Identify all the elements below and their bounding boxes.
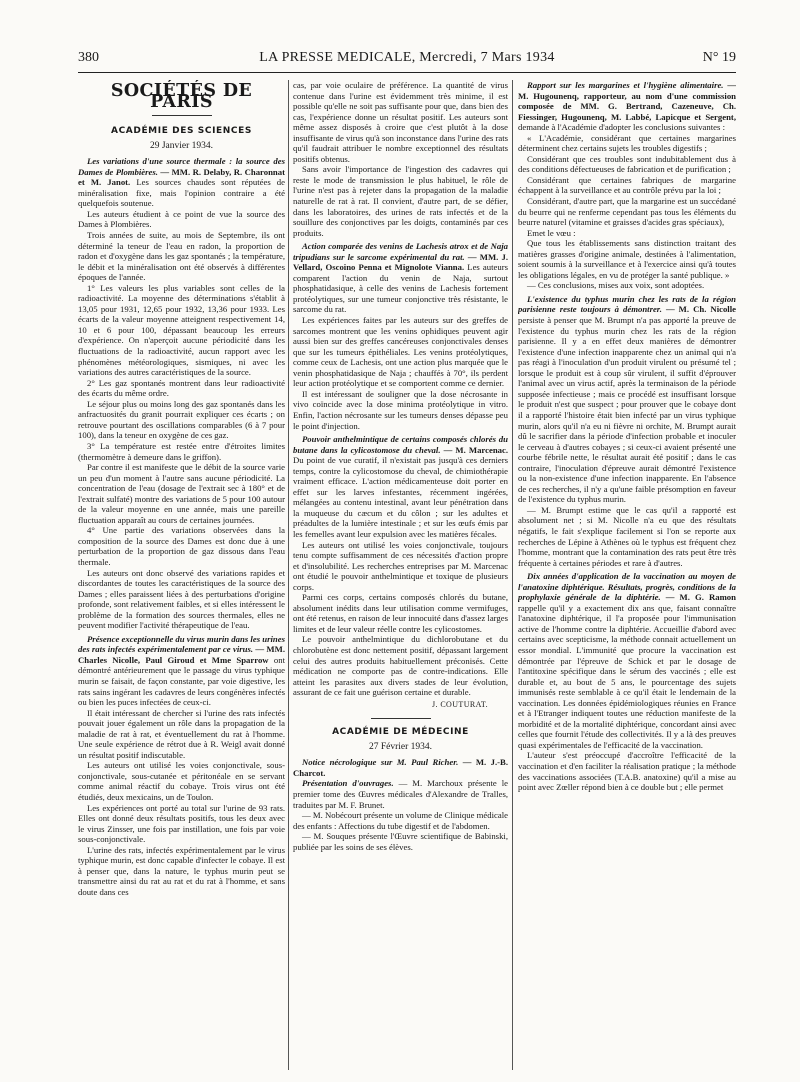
paragraph: Les auteurs ont donc observé des variations rapides et discordantes de toutes les caractéristiques de la source des Dames ; elles paraissent liées à des perturbations d'origine profonde, sont relativement faibles, et si elles intéressent le problème de la formation des sources thermales, elles ne peuvent modifier l'activité thérapeutique de l'eau. bbox=[78, 567, 285, 631]
paragraph: Les expériences faites par les auteurs sur des greffes de sarcomes montrent que les venins ophidiques peuvent agir aussi bien sur des greffes cancéreuses conjonctivales denses que sur les tumeurs épithéliales. Les venins protéolytiques, comme ceux de Lachesis, ont une action plus marquée que le venin phosphatidasique de Naja ; chauffés à 70°, ils perdent leur action protéolytique et se comportent comme ce dernier. bbox=[293, 315, 508, 389]
paragraph: Que tous les établissements sans distinction traitant des matières grasses d'origine animale, destinées à l'alimentation, soient soumis à la surveillance et à l'exercice ainsi qu'à toutes les obligations légales, en vu de protéger la santé publique. » bbox=[518, 238, 736, 280]
paragraph: Les expériences ont porté au total sur l'urine de 93 rats. Elles ont donné deux résultats positifs, tous les deux avec le virus Zinsser, une fois par instillation, une fois par voie sous-conjonctivale. bbox=[78, 802, 285, 845]
section-title: SOCIÉTÉS DE PARIS bbox=[110, 81, 253, 112]
paragraph: Sans avoir l'importance de l'ingestion des cadavres qui reste le mode de transmission le plus habituel, le rôle de l'urine n'est pas à rejeter dans la propagation de la maladie naturelle de rat à rat. Il convient, d'autre part, de se défier, dans les laboratoires, des urines de rats infectés et de la souillure des conjonctives par les doigts, contaminés par ces produits. bbox=[293, 164, 508, 238]
column-divider bbox=[512, 80, 513, 1070]
signature: J. COUTURAT. bbox=[432, 699, 488, 709]
header-rule bbox=[78, 72, 736, 73]
paragraph: Les auteurs étudient à ce point de vue la source des Dames à Plombières. bbox=[78, 208, 285, 230]
paragraph: Le séjour plus ou moins long des gaz spontanés dans les anfractuosités du granit pourrait expliquer ces écarts ; on retrouve pourtant des oscillations comparables (6 à 7 pour 100), dans la teneur en oxygène de ces gaz. bbox=[78, 398, 285, 441]
section-rule bbox=[152, 115, 212, 116]
paragraph: Il était intéressant de chercher si l'urine des rats infectés pouvait jouer également un rôle dans la propagation de la maladie de rat à rat, et éventuellement du rat à l'homme. Une seule expérience de rétrot due à R. Weigl avait donné un résultat positif indiscutable. bbox=[78, 707, 285, 760]
issue-number: N° 19 bbox=[702, 50, 736, 65]
article-heading bbox=[78, 634, 285, 708]
article-title: Notice nécrologique sur M. Paul Richer. bbox=[302, 757, 459, 768]
article-authors: — M. G. Ramon bbox=[665, 592, 736, 603]
paragraph: persiste à penser que M. Brumpt n'a pas apporté la preuve de l'existence du typhus murin chez les rats de la région parisienne. Il y a en effet deux manières de démontrer l'existence d'une infection inapparente chez un animal qui n'a pas réagi à l'inoculation d'un produit virulent ou présumé tel ; lorsque le produit est à coup sûr virulent, il suffit d'éprouver l'animal avec un virus actif, après la terminaison de la période supposée infectieuse ; mais ce procédé est insuffisant lorsque le produit n'est que suspect ; pour prouver que le cobaye dont il a rapporté l'histoire était bien infecté par un virus typhique murin, alors qu'il n'a eu ni fièvre ni orchite, M. Brumpt aurait dû le sacrifier dans la période d'infection probable et inoculer le cerveau à d'autres cobayes ; si ceux-ci avaient présenté une courbe fébrile nette, le résultat aurait été positif ; dans le cas contraire, l'inoculation d'épreuve aurait démontré l'existence ou la non-existence d'une infection inapparente. En l'absence de ces recherches, il n'y a qu'une faible présomption en faveur de l'existence du typhus murin. bbox=[518, 315, 736, 505]
academy-heading: ACADÉMIE DE MÉDECINE bbox=[332, 727, 469, 738]
column-2 bbox=[293, 80, 508, 1070]
academy-heading: ACADÉMIE DES SCIENCES bbox=[111, 126, 252, 137]
paragraph: 4° Une partie des variations observées dans la composition de la source des Dames est donc due à une perturbation de la proportion de gaz dissous dans l'eau thermale. bbox=[78, 525, 285, 567]
article-heading bbox=[518, 294, 736, 505]
paragraph: Trois années de suite, au mois de Septembre, ils ont déterminé la teneur de l'eau en radon, la proportion de radon et d'oxygène dans les gaz spontanés ; la température, le débit et la minéralisation ont été observés à différentes époques de l'année. bbox=[78, 230, 285, 283]
article-title: Les variations d'une source thermale : la source des Dames de Plombières. bbox=[78, 156, 285, 177]
paragraph: — M. Brumpt estime que le cas qu'il a rapporté est absolument net ; si M. Nicolle n'a eu que des résultats négatifs, le fait s'explique facilement si l'on se reporte aux recherches de Lépine à Athènes où le typhus est fréquent chez l'homme, montrant que la contamination des rats peut être très fréquente à certaines périodes et rare à d'autres. bbox=[518, 504, 736, 568]
session-date: 27 Février 1934. bbox=[368, 741, 433, 752]
column-1 bbox=[78, 80, 285, 1070]
paragraph: Les auteurs comparent l'action du venin de Naja, surtout phosphatidasique, à celle des venins de Lachesis fortement protéolytiques, sur une tumeur conjonctive très résistante, le sarcome du rat. bbox=[293, 262, 508, 315]
paragraph: Considérant que certaines fabriques de margarine échappent à la surveillance et au contrôle prévu par la loi ; bbox=[518, 174, 736, 196]
section-rule bbox=[371, 718, 431, 719]
paragraph: « L'Académie, considérant que certaines margarines déterminent chez certains sujets les troubles digestifs ; bbox=[518, 132, 736, 154]
article-authors: — MM. Charles Nicolle, Paul Giroud et Mme Sparrow bbox=[78, 644, 285, 665]
paragraph: — Ces conclusions, mises aux voix, sont adoptées. bbox=[527, 280, 705, 291]
article-heading bbox=[78, 156, 285, 209]
paragraph: L'auteur s'est préoccupé d'accroître l'efficacité de la vaccination et d'en faciliter la réalisation pratique ; la méthode des vaccinations associées (T.A.B. anatoxine) qu'il a mise au point avec Zœller répond bien à ce double but ; elle permet bbox=[518, 750, 736, 793]
paragraph: L'urine des rats, infectés expérimentalement par le virus typhique murin, est donc capable d'infecter le cobaye. Il est à penser que, dans la nature, le typhus murin peut se transmettre ainsi du rat au rat et du rat à l'homme, et sans doute dans ces bbox=[78, 844, 285, 897]
paragraph: Le pouvoir anthelmintique du dichlorobutane et du chlorobutène est donc nettement positif, dépassant largement celui des autres produits habituellement préconisés. Cette médication ne comporte pas de contre-indications. Elle atteint les parasites aux divers stades de leur évolution, assurant de ce fait une guérison certaine et durable. bbox=[293, 634, 508, 698]
paragraph: Les auteurs ont utilisé les voies conjonctivale, toujours tenu compte suffisamment de ces nécessités d'action propre et d'insolubilité. Les recherches entreprises par M. Marcenac ont étudié le pouvoir anthelmintique et toxique de plusieurs corps. bbox=[293, 539, 508, 592]
article-heading bbox=[293, 778, 508, 810]
article-authors: — MM. R. Delaby, R. Charonnat et M. Janot. bbox=[78, 166, 285, 188]
paragraph: ont démontré antérieurement que le passage du virus typhique murin se faisait, de façon constante, par voie digestive, les rats sains ingérant les cadavres de leurs congénères infectés ou bien les puces infectées de ceux-ci. bbox=[78, 654, 285, 708]
article-title: Rapport sur les margarines et l'hygiène alimentaire. bbox=[527, 80, 724, 90]
paragraph: Par contre il est manifeste que le débit de la source varie un peu d'un moment à l'autre sans aucune périodicité. La concentration de l'eau (dosage de l'extrait sec à 180° et de l'extrait sulfaté) montre des variations de 5 pour 100 autour de la valeur moyenne en une année, mais une pareille fluctuation apparaît au cours de certaines journées. bbox=[78, 462, 285, 525]
article-heading bbox=[293, 241, 508, 315]
column-divider bbox=[288, 80, 289, 1070]
paragraph: — M. Marchoux présente le premier tome des Œuvres médicales d'Alexandre de Tralles, traduites par M. F. Brunet. bbox=[293, 778, 508, 810]
paragraph: rappelle qu'il y a exactement dix ans que, faisant connaître l'anatoxine diphtérique, il l'a proposée pour l'immunisation active de l'homme contre la diphtérie. Accueillie d'abord avec certains avec scepticisme, la méthode connait actuellement un essor mondial. L'immunité que procure la vaccination est démontrée par l'épreuve de Schick et par le dosage de l'antitoxine spécifique dans le sérum des vaccinés ; elle est durable et, au bout de 5 ans, le pourcentage des sujets immunisés reste semblable à ce qu'il était le lendemain de la vaccination. Les données épidémiologiques réunies en France et à l'Etranger indiquent toutes une réduction manifeste de la morbidité et de la mortalité diphtérique, concordant ainsi avec celles que fournit l'étude des collectivités. Il y a là des preuves quasi expérimentales de l'efficacité de la vaccination. bbox=[518, 602, 736, 750]
journal-title: LA PRESSE MEDICALE, Mercredi, 7 Mars 1934 bbox=[259, 50, 555, 65]
session-date: 29 Janvier 1934. bbox=[149, 140, 214, 151]
page-header bbox=[78, 50, 736, 70]
article-authors: — M. Hugounenq, rapporteur, au nom d'une commission composée de MM. G. Bertrand, Cazeneuve, Ch. Fiessinger, Hugounenq, M. Labbé, Lapicque et Sergent, bbox=[518, 80, 736, 122]
article-authors: — MM. J. Vellard, Oscoino Penna et Mignolote Vianna. bbox=[293, 251, 508, 273]
paragraph: 1° Les valeurs les plus variables sont celles de la radioactivité. La moyenne des déterminations s'établit à 13,05 pour 1931, 12,65 pour 1932, 13,36 pour 1933. Les écarts de la valeur moyenne atteignent respectivement 14, 10 et 6 pour 100, dépassant beaucoup les erreurs d'expérience. On n'aperçoit aucune périodicité dans les fluctuations de la radioactivité, aucun rapport avec les phénomènes météorologiques, sismiques, ni avec les variations des autres caractéristiques de la source. bbox=[78, 282, 285, 378]
article-title: Présentation d'ouvrages. bbox=[302, 778, 394, 789]
article-authors: — M. Marcenac. bbox=[443, 444, 508, 455]
article-title: Dix années d'application de la vaccination au moyen de l'anatoxine diphtérique. Résultats, progrès, conditions de la prophylaxie générale de la diphtérie. bbox=[518, 571, 736, 603]
article-title: Action comparée des venins de Lachesis atrox et de Naja tripudians sur le sarcome expérimental du rat. bbox=[293, 241, 508, 262]
paragraph: Considérant que ces troubles sont indubitablement dus à des conditions défectueuses de fabrication et de purification ; bbox=[518, 153, 736, 175]
paragraph: Du point de vue curatif, il n'existait pas jusqu'à ces derniers temps, contre la cylicostomose du cheval, de chimiothérapie vraiment efficace. L'action médicamenteuse doit porter en effet sur les larves infestantes, récemment ingérées, mélangées au contenu intestinal, avant leur pénétration dans la muqueuse du cæcum et du côlon ; sur les adultes et préadultes de la lumière intestinale ; et sur les œufs émis par les femelles avant leur expulsion avec les matières fécales. bbox=[293, 455, 508, 539]
paragraph: Les sources chaudes sont réputées de minéralisation fixe, mais l'opinion contraire a été quelquefois soutenue. bbox=[78, 177, 285, 209]
paragraph: Il est intéressant de souligner que la dose nécrosante in vivo coïncide avec la dose minima protéolytique in vitro. Enfin, l'action nécrosante sur les tumeurs denses dépasse peu le point d'injection. bbox=[293, 388, 508, 431]
paragraph: Les auteurs ont utilisé les voies conjonctivale, sous-conjonctivale, sous-cutanée et péritonéale en se servant comme animal réactif du cobaye. Trois virus ont été étudiés, deux mexicains, un de Toulon. bbox=[78, 760, 285, 802]
paragraph: 2° Les gaz spontanés montrent dans leur radioactivité des écarts du même ordre. bbox=[78, 377, 285, 399]
article-heading bbox=[518, 571, 736, 750]
paragraph: demande à l'Académie d'adopter les conclusions suivantes : bbox=[518, 122, 725, 133]
article-authors: — M. J.-B. Charcot. bbox=[293, 757, 508, 778]
article-title: Présence exceptionnelle du virus murin dans les urines des rats infectés expérimentalement par ce virus. bbox=[78, 633, 285, 655]
paragraph: cas, par voie oculaire de préférence. La quantité de virus contenue dans l'urine est évidemment très minime, il est possible qu'elle ne soit pas suffisante pour que, dans bien des cas, l'expérience donne un résultat positif. Les auteurs sont même assez disposés à croire que c'est plutôt à la dose insuffisante de virus qu'à son inconstance dans l'urine des rats qu'il faudrait attribuer le nombre exceptionnel des résultats positifs obtenus. bbox=[293, 80, 508, 164]
paragraph: Parmi ces corps, certains composés chlorés du butane, absolument inédits dans leur utilisation comme vermifuges, ont été retenus, en raison de leur innocuité dans d'assez larges limites et de leur valeur réelle contre les cylicostomes. bbox=[293, 592, 508, 634]
article-heading bbox=[518, 80, 736, 133]
article-title: L'existence du typhus murin chez les rats de la région parisienne reste toujours à démontrer. bbox=[518, 293, 736, 315]
page-number: 380 bbox=[78, 50, 99, 65]
column-3 bbox=[518, 80, 736, 1070]
article-authors: — M. Ch. Nicolle bbox=[665, 304, 736, 315]
paragraph: 3° La température est restée entre d'étroites limites (thermomètre à demeure dans le griffon). bbox=[78, 440, 285, 462]
paragraph: — M. Nobécourt présente un volume de Clinique médicale des enfants : Affections du tube digestif et de l'abdomen. bbox=[293, 810, 508, 831]
paragraph: Emet le vœu : bbox=[527, 227, 576, 238]
paragraph: — M. Souques présente l'Œuvre scientifique de Babinski, publiée par les soins de ses élèves. bbox=[293, 831, 508, 852]
article-heading bbox=[293, 434, 508, 539]
paragraph: Considérant, d'autre part, que la margarine est un succédané du beurre qui ne renferme cependant pas tous les éléments du beurre naturel (vitamine et graisses d'acides gras spéciaux), bbox=[518, 196, 736, 228]
article-title: Pouvoir anthelmintique de certains composés chlorés du butane dans la cylicostomose du cheval. bbox=[293, 434, 508, 455]
article-heading bbox=[293, 757, 508, 778]
